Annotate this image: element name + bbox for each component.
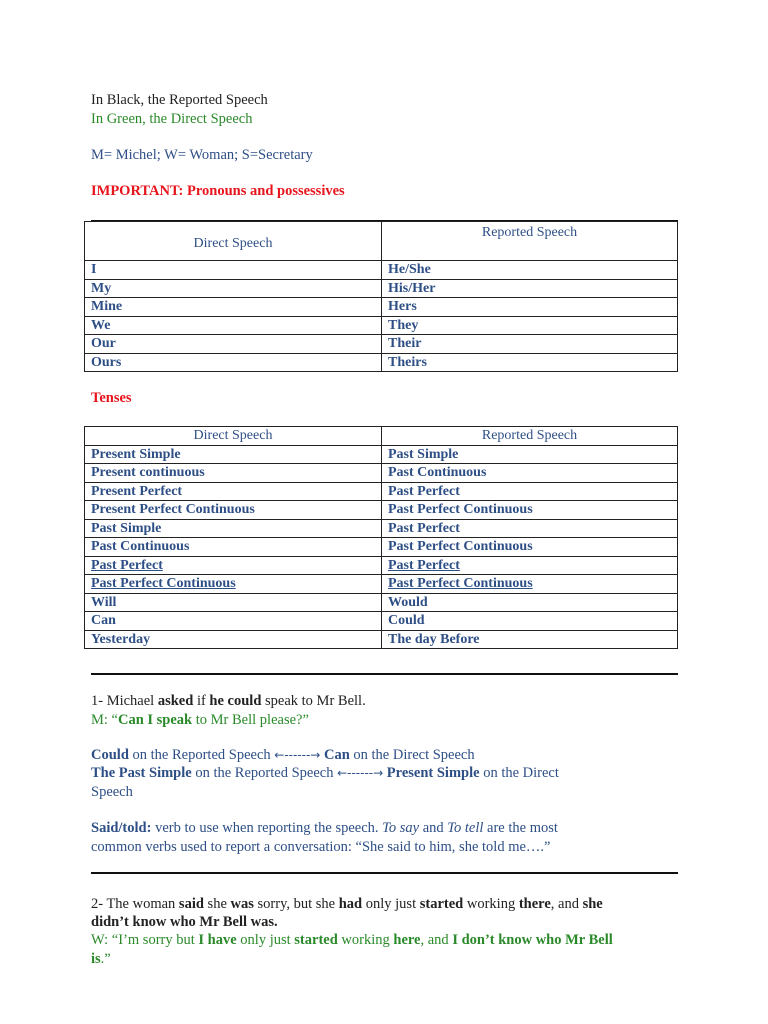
tense-direct: Present Simple	[85, 445, 382, 464]
tense-direct: Past Perfect Continuous	[85, 575, 382, 594]
pronouns-table	[84, 221, 678, 372]
text: are the most	[483, 820, 558, 836]
table-row	[85, 519, 678, 538]
example1-reported	[91, 693, 366, 710]
note-said-told	[91, 820, 558, 837]
text: only just	[236, 932, 295, 948]
tenses-header-row	[85, 427, 678, 446]
text: said	[178, 896, 204, 912]
tense-reported: Past Continuous	[382, 464, 678, 483]
table-row	[85, 464, 678, 483]
text: Can I speak	[117, 712, 193, 728]
tenses-heading: Tenses	[91, 390, 132, 406]
pronoun-reported: His/Her	[382, 279, 678, 298]
text: on the Direct	[479, 765, 559, 781]
text: started	[294, 932, 338, 948]
double-arrow-icon: ←------→	[274, 748, 321, 762]
example2-direct	[91, 932, 613, 949]
text: The Past Simple	[91, 765, 192, 781]
table-row	[85, 593, 678, 612]
text: , and	[550, 896, 583, 912]
text: had	[338, 896, 363, 912]
tense-direct: Past Simple	[85, 519, 382, 538]
note-said-told-cont: common verbs used to report a conversation: “She said to him, she told me….”	[91, 839, 551, 855]
text: .”	[100, 951, 111, 967]
divider	[91, 673, 678, 675]
example2-reported	[91, 896, 603, 913]
tense-direct: Present Perfect Continuous	[85, 501, 382, 520]
text: 1- Michael	[91, 693, 158, 709]
example2-reported-cont	[91, 914, 278, 931]
text: if	[193, 693, 210, 709]
table-row	[85, 298, 678, 317]
tense-reported: Past Perfect Continuous	[382, 538, 678, 557]
tense-direct: Yesterday	[85, 630, 382, 649]
tense-reported: Past Perfect Continuous	[382, 501, 678, 520]
text: there	[518, 896, 551, 912]
text: to Mr Bell please?”	[192, 712, 309, 728]
pronoun-reported: Theirs	[382, 353, 678, 372]
legend-green: In Green, the Direct Speech	[91, 111, 253, 127]
tense-direct: Present Perfect	[85, 482, 382, 501]
legend-black: In Black, the Reported Speech	[91, 92, 268, 108]
tenses-header-reported: Reported Speech	[382, 427, 678, 446]
text: asked	[157, 693, 194, 709]
pronoun-direct: Mine	[85, 298, 382, 317]
text: 2- The woman	[91, 896, 179, 912]
tense-direct: Can	[85, 612, 382, 631]
text: Said/told:	[91, 820, 152, 836]
table-row	[85, 556, 678, 575]
divider	[91, 872, 678, 874]
pronouns-header-direct: Direct Speech	[85, 222, 382, 261]
text: To say	[382, 820, 420, 836]
tense-reported: Past Perfect	[382, 482, 678, 501]
text: working	[337, 932, 394, 948]
table-row	[85, 445, 678, 464]
table-row	[85, 316, 678, 335]
text: is	[91, 951, 101, 967]
tense-reported: Past Perfect	[382, 556, 678, 575]
tense-reported: Could	[382, 612, 678, 631]
tenses-header-direct: Direct Speech	[85, 427, 382, 446]
pronoun-direct: My	[85, 279, 382, 298]
tenses-table	[84, 426, 678, 649]
text: , and	[420, 932, 453, 948]
double-arrow-icon: ←------→	[337, 766, 384, 780]
tense-direct: Past Continuous	[85, 538, 382, 557]
legend-abbreviations: M= Michel; W= Woman; S=Secretary	[91, 147, 313, 163]
pronoun-reported: They	[382, 316, 678, 335]
tense-reported: Past Perfect	[382, 519, 678, 538]
important-heading: IMPORTANT: Pronouns and possessives	[91, 183, 345, 199]
text: on the Reported Speech	[128, 747, 275, 763]
text: he could	[209, 693, 262, 709]
tense-direct: Present continuous	[85, 464, 382, 483]
tense-direct: Past Perfect	[85, 556, 382, 575]
table-row	[85, 261, 678, 280]
tense-reported: Would	[382, 593, 678, 612]
tense-reported: The day Before	[382, 630, 678, 649]
text: and	[419, 820, 448, 836]
text: working	[463, 896, 519, 912]
example2-direct-cont	[91, 951, 111, 968]
table-row	[85, 353, 678, 372]
text: here	[393, 932, 421, 948]
text: started	[419, 896, 464, 912]
tense-reported: Past Perfect Continuous	[382, 575, 678, 594]
text: Present Simple	[383, 765, 480, 781]
table-row	[85, 538, 678, 557]
table-row	[85, 575, 678, 594]
text: Can	[320, 747, 350, 763]
pronoun-direct: I	[85, 261, 382, 280]
pronoun-reported: Hers	[382, 298, 678, 317]
text: Could	[91, 747, 129, 763]
table-row	[85, 630, 678, 649]
note-could-can	[91, 747, 475, 764]
text: she	[203, 896, 231, 912]
pronoun-direct: Our	[85, 335, 382, 354]
note-past-simple-cont: Speech	[91, 784, 133, 800]
text: speak to Mr Bell.	[261, 693, 366, 709]
table-row	[85, 612, 678, 631]
text: didn’t know who Mr Bell was.	[91, 914, 278, 930]
text: verb to use when reporting the speech.	[151, 820, 383, 836]
text: I don’t know who Mr Bell	[452, 932, 613, 948]
pronoun-direct: Ours	[85, 353, 382, 372]
pronoun-direct: We	[85, 316, 382, 335]
pronouns-header-row	[85, 222, 678, 261]
text: on the Direct Speech	[349, 747, 475, 763]
tense-reported: Past Simple	[382, 445, 678, 464]
table-row	[85, 501, 678, 520]
table-row	[85, 335, 678, 354]
pronoun-reported: He/She	[382, 261, 678, 280]
text: only just	[362, 896, 420, 912]
text: M: “	[91, 712, 118, 728]
table-row	[85, 482, 678, 501]
text: I have	[198, 932, 237, 948]
pronouns-header-reported: Reported Speech	[382, 222, 678, 261]
example1-direct	[91, 712, 309, 729]
text: sorry, but she	[253, 896, 339, 912]
pronoun-reported: Their	[382, 335, 678, 354]
note-past-simple	[91, 765, 559, 782]
text: she	[582, 896, 603, 912]
text: on the Reported Speech	[191, 765, 338, 781]
text: was	[230, 896, 254, 912]
table-row	[85, 279, 678, 298]
text: To tell	[447, 820, 484, 836]
tense-direct: Will	[85, 593, 382, 612]
text: W: “I’m sorry but	[91, 932, 199, 948]
